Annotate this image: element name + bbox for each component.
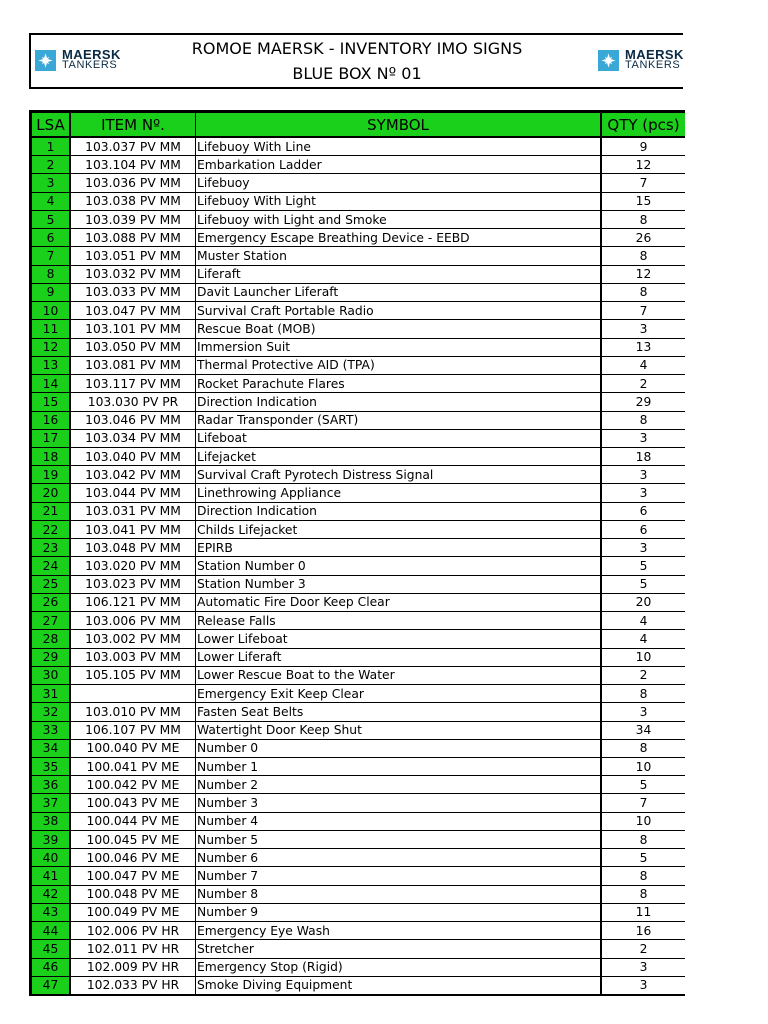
symbol-cell: Emergency Stop (Rigid) (196, 958, 602, 976)
table-row (31, 903, 686, 921)
quantity-cell: 20 (601, 593, 685, 611)
quantity-cell: 5 (601, 575, 685, 593)
lsa-cell: 15 (31, 393, 71, 411)
brand-name: MAERSK (625, 47, 684, 62)
item-number-cell: 103.081 PV MM (70, 356, 196, 374)
symbol-cell: Emergency Exit Keep Clear (196, 685, 602, 703)
quantity-cell: 8 (601, 210, 685, 228)
lsa-cell: 29 (31, 648, 71, 666)
quantity-cell: 3 (601, 976, 685, 995)
quantity-cell: 8 (601, 685, 685, 703)
quantity-cell: 3 (601, 429, 685, 447)
table-row (31, 830, 686, 848)
table-row (31, 174, 686, 192)
table-row (31, 703, 686, 721)
symbol-cell: Direction Indication (196, 502, 602, 520)
symbol-cell: Station Number 0 (196, 557, 602, 575)
item-number-cell: 103.003 PV MM (70, 648, 196, 666)
symbol-cell: Stretcher (196, 940, 602, 958)
lsa-cell: 31 (31, 685, 71, 703)
lsa-cell: 34 (31, 739, 71, 757)
lsa-cell: 37 (31, 794, 71, 812)
symbol-cell: Watertight Door Keep Shut (196, 721, 602, 739)
lsa-cell: 9 (31, 283, 71, 301)
symbol-cell: Davit Launcher Liferaft (196, 283, 602, 301)
quantity-cell: 7 (601, 794, 685, 812)
symbol-cell: Automatic Fire Door Keep Clear (196, 593, 602, 611)
symbol-cell: Lower Liferaft (196, 648, 602, 666)
item-number-cell: 100.042 PV ME (70, 776, 196, 794)
column-header-symbol: SYMBOL (196, 112, 602, 138)
table-row (31, 593, 686, 611)
quantity-cell: 18 (601, 447, 685, 465)
item-number-cell: 103.042 PV MM (70, 466, 196, 484)
symbol-cell: Embarkation Ladder (196, 156, 602, 174)
item-number-cell: 103.032 PV MM (70, 265, 196, 283)
maersk-logo-right (598, 49, 684, 71)
item-number-cell: 103.010 PV MM (70, 703, 196, 721)
table-row (31, 685, 686, 703)
table-row (31, 721, 686, 739)
lsa-cell: 35 (31, 757, 71, 775)
symbol-cell: Number 8 (196, 885, 602, 903)
quantity-cell: 2 (601, 375, 685, 393)
symbol-cell: Emergency Escape Breathing Device - EEBD (196, 229, 602, 247)
symbol-cell: Lifejacket (196, 447, 602, 465)
table-row (31, 757, 686, 775)
lsa-cell: 3 (31, 174, 71, 192)
table-row (31, 958, 686, 976)
symbol-cell: Emergency Eye Wash (196, 922, 602, 940)
table-row (31, 192, 686, 210)
lsa-cell: 10 (31, 302, 71, 320)
symbol-cell: Rescue Boat (MOB) (196, 320, 602, 338)
item-number-cell: 103.020 PV MM (70, 557, 196, 575)
quantity-cell: 12 (601, 265, 685, 283)
table-row (31, 137, 686, 156)
table-row (31, 520, 686, 538)
symbol-cell: Lifeboat (196, 429, 602, 447)
inventory-table-wrapper (29, 110, 681, 996)
lsa-cell: 13 (31, 356, 71, 374)
quantity-cell: 4 (601, 630, 685, 648)
item-number-cell: 106.121 PV MM (70, 593, 196, 611)
item-number-cell: 100.046 PV ME (70, 849, 196, 867)
table-row (31, 210, 686, 228)
item-number-cell: 102.033 PV HR (70, 976, 196, 995)
quantity-cell: 15 (601, 192, 685, 210)
item-number-cell: 103.048 PV MM (70, 539, 196, 557)
quantity-cell: 10 (601, 757, 685, 775)
quantity-cell: 2 (601, 940, 685, 958)
quantity-cell: 5 (601, 849, 685, 867)
item-number-cell: 103.039 PV MM (70, 210, 196, 228)
symbol-cell: Lower Lifeboat (196, 630, 602, 648)
table-row (31, 466, 686, 484)
lsa-cell: 41 (31, 867, 71, 885)
item-number-cell: 103.023 PV MM (70, 575, 196, 593)
symbol-cell: Number 3 (196, 794, 602, 812)
quantity-cell: 34 (601, 721, 685, 739)
symbol-cell: Survival Craft Pyrotech Distress Signal (196, 466, 602, 484)
column-header-lsa: LSA (31, 112, 71, 138)
quantity-cell: 10 (601, 648, 685, 666)
lsa-cell: 26 (31, 593, 71, 611)
lsa-cell: 14 (31, 375, 71, 393)
symbol-cell: Number 7 (196, 867, 602, 885)
lsa-cell: 24 (31, 557, 71, 575)
table-row (31, 411, 686, 429)
quantity-cell: 2 (601, 666, 685, 684)
symbol-cell: Lifebuoy With Light (196, 192, 602, 210)
quantity-cell: 9 (601, 137, 685, 156)
lsa-cell: 23 (31, 539, 71, 557)
table-header-row (31, 112, 686, 138)
table-row (31, 447, 686, 465)
column-header-qty: QTY (pcs) (601, 112, 685, 138)
quantity-cell: 12 (601, 156, 685, 174)
item-number-cell: 103.117 PV MM (70, 375, 196, 393)
document-title: ROMOE MAERSK - INVENTORY IMO SIGNS (191, 39, 523, 58)
item-number-cell: 103.006 PV MM (70, 612, 196, 630)
item-number-cell: 103.046 PV MM (70, 411, 196, 429)
symbol-cell: Survival Craft Portable Radio (196, 302, 602, 320)
brand-name: MAERSK (62, 47, 121, 62)
lsa-cell: 36 (31, 776, 71, 794)
table-row (31, 776, 686, 794)
symbol-cell: Fasten Seat Belts (196, 703, 602, 721)
table-row (31, 393, 686, 411)
lsa-cell: 25 (31, 575, 71, 593)
document-subtitle: BLUE BOX Nº 01 (292, 64, 422, 83)
quantity-cell: 6 (601, 520, 685, 538)
quantity-cell: 8 (601, 867, 685, 885)
lsa-cell: 38 (31, 812, 71, 830)
symbol-cell: Direction Indication (196, 393, 602, 411)
quantity-cell: 3 (601, 484, 685, 502)
lsa-cell: 16 (31, 411, 71, 429)
item-number-cell: 103.050 PV MM (70, 338, 196, 356)
item-number-cell: 100.040 PV ME (70, 739, 196, 757)
lsa-cell: 17 (31, 429, 71, 447)
lsa-cell: 42 (31, 885, 71, 903)
symbol-cell: Number 0 (196, 739, 602, 757)
table-row (31, 502, 686, 520)
table-row (31, 283, 686, 301)
symbol-cell: Lifebuoy with Light and Smoke (196, 210, 602, 228)
lsa-cell: 4 (31, 192, 71, 210)
quantity-cell: 3 (601, 703, 685, 721)
table-row (31, 812, 686, 830)
table-row (31, 156, 686, 174)
item-number-cell: 100.047 PV ME (70, 867, 196, 885)
symbol-cell: Lifebuoy With Line (196, 137, 602, 156)
symbol-cell: Lower Rescue Boat to the Water (196, 666, 602, 684)
symbol-cell: Release Falls (196, 612, 602, 630)
lsa-cell: 33 (31, 721, 71, 739)
quantity-cell: 8 (601, 247, 685, 265)
item-number-cell: 103.040 PV MM (70, 447, 196, 465)
symbol-cell: Thermal Protective AID (TPA) (196, 356, 602, 374)
symbol-cell: Number 5 (196, 830, 602, 848)
symbol-cell: Number 1 (196, 757, 602, 775)
symbol-cell: Number 4 (196, 812, 602, 830)
item-number-cell: 103.030 PV PR (70, 393, 196, 411)
symbol-cell: Radar Transponder (SART) (196, 411, 602, 429)
quantity-cell: 29 (601, 393, 685, 411)
item-number-cell: 100.043 PV ME (70, 794, 196, 812)
symbol-cell: Smoke Diving Equipment (196, 976, 602, 995)
lsa-cell: 8 (31, 265, 71, 283)
symbol-cell: Linethrowing Appliance (196, 484, 602, 502)
item-number-cell: 103.037 PV MM (70, 137, 196, 156)
quantity-cell: 4 (601, 356, 685, 374)
lsa-cell: 19 (31, 466, 71, 484)
item-number-cell: 105.105 PV MM (70, 666, 196, 684)
table-row (31, 630, 686, 648)
inventory-table (29, 110, 685, 996)
quantity-cell: 5 (601, 557, 685, 575)
table-row (31, 612, 686, 630)
lsa-cell: 21 (31, 502, 71, 520)
table-row (31, 229, 686, 247)
item-number-cell: 100.041 PV ME (70, 757, 196, 775)
lsa-cell: 11 (31, 320, 71, 338)
symbol-cell: Number 6 (196, 849, 602, 867)
symbol-cell: EPIRB (196, 539, 602, 557)
table-row (31, 794, 686, 812)
quantity-cell: 8 (601, 283, 685, 301)
item-number-cell: 103.031 PV MM (70, 502, 196, 520)
item-number-cell: 100.044 PV ME (70, 812, 196, 830)
lsa-cell: 40 (31, 849, 71, 867)
lsa-cell: 22 (31, 520, 71, 538)
symbol-cell: Number 9 (196, 903, 602, 921)
quantity-cell: 7 (601, 302, 685, 320)
lsa-cell: 1 (31, 137, 71, 156)
quantity-cell: 3 (601, 320, 685, 338)
item-number-cell: 103.047 PV MM (70, 302, 196, 320)
item-number-cell: 103.104 PV MM (70, 156, 196, 174)
table-row (31, 648, 686, 666)
table-row (31, 539, 686, 557)
quantity-cell: 16 (601, 922, 685, 940)
table-row (31, 940, 686, 958)
lsa-cell: 39 (31, 830, 71, 848)
item-number-cell: 103.088 PV MM (70, 229, 196, 247)
table-row (31, 575, 686, 593)
quantity-cell: 11 (601, 903, 685, 921)
table-row (31, 265, 686, 283)
lsa-cell: 12 (31, 338, 71, 356)
lsa-cell: 46 (31, 958, 71, 976)
lsa-cell: 6 (31, 229, 71, 247)
symbol-cell: Muster Station (196, 247, 602, 265)
quantity-cell: 7 (601, 174, 685, 192)
table-row (31, 849, 686, 867)
lsa-cell: 44 (31, 922, 71, 940)
item-number-cell: 106.107 PV MM (70, 721, 196, 739)
brand-sub: TANKERS (625, 59, 681, 71)
quantity-cell: 3 (601, 539, 685, 557)
quantity-cell: 8 (601, 739, 685, 757)
lsa-cell: 5 (31, 210, 71, 228)
item-number-cell: 102.006 PV HR (70, 922, 196, 940)
column-header-item: ITEM Nº. (70, 112, 196, 138)
table-row (31, 302, 686, 320)
item-number-cell: 103.034 PV MM (70, 429, 196, 447)
table-row (31, 557, 686, 575)
item-number-cell: 100.048 PV ME (70, 885, 196, 903)
quantity-cell: 8 (601, 885, 685, 903)
item-number-cell: 103.036 PV MM (70, 174, 196, 192)
quantity-cell: 5 (601, 776, 685, 794)
item-number-cell: 103.038 PV MM (70, 192, 196, 210)
lsa-cell: 18 (31, 447, 71, 465)
lsa-cell: 32 (31, 703, 71, 721)
maersk-star-icon (598, 50, 619, 71)
table-row (31, 976, 686, 995)
table-row (31, 666, 686, 684)
table-row (31, 320, 686, 338)
symbol-cell: Number 2 (196, 776, 602, 794)
item-number-cell: 103.002 PV MM (70, 630, 196, 648)
quantity-cell: 4 (601, 612, 685, 630)
lsa-cell: 45 (31, 940, 71, 958)
symbol-cell: Childs Lifejacket (196, 520, 602, 538)
table-row (31, 739, 686, 757)
symbol-cell: Lifebuoy (196, 174, 602, 192)
symbol-cell: Station Number 3 (196, 575, 602, 593)
item-number-cell: 102.011 PV HR (70, 940, 196, 958)
table-row (31, 429, 686, 447)
brand-sub: TANKERS (62, 59, 118, 71)
lsa-cell: 2 (31, 156, 71, 174)
table-row (31, 375, 686, 393)
quantity-cell: 6 (601, 502, 685, 520)
lsa-cell: 27 (31, 612, 71, 630)
symbol-cell: Immersion Suit (196, 338, 602, 356)
quantity-cell: 8 (601, 830, 685, 848)
table-row (31, 885, 686, 903)
quantity-cell: 10 (601, 812, 685, 830)
item-number-cell: 103.051 PV MM (70, 247, 196, 265)
symbol-cell: Liferaft (196, 265, 602, 283)
lsa-cell: 28 (31, 630, 71, 648)
item-number-cell: 100.045 PV ME (70, 830, 196, 848)
item-number-cell: 102.009 PV HR (70, 958, 196, 976)
quantity-cell: 13 (601, 338, 685, 356)
item-number-cell: 103.101 PV MM (70, 320, 196, 338)
table-row (31, 338, 686, 356)
document-header (29, 33, 683, 89)
lsa-cell: 20 (31, 484, 71, 502)
item-number-cell: 103.041 PV MM (70, 520, 196, 538)
symbol-cell: Rocket Parachute Flares (196, 375, 602, 393)
quantity-cell: 3 (601, 958, 685, 976)
item-number-cell: 103.033 PV MM (70, 283, 196, 301)
item-number-cell (70, 685, 196, 703)
table-row (31, 922, 686, 940)
table-row (31, 867, 686, 885)
table-row (31, 484, 686, 502)
quantity-cell: 8 (601, 411, 685, 429)
table-row (31, 356, 686, 374)
lsa-cell: 47 (31, 976, 71, 995)
quantity-cell: 3 (601, 466, 685, 484)
item-number-cell: 103.044 PV MM (70, 484, 196, 502)
lsa-cell: 30 (31, 666, 71, 684)
quantity-cell: 26 (601, 229, 685, 247)
lsa-cell: 43 (31, 903, 71, 921)
table-row (31, 247, 686, 265)
item-number-cell: 100.049 PV ME (70, 903, 196, 921)
lsa-cell: 7 (31, 247, 71, 265)
